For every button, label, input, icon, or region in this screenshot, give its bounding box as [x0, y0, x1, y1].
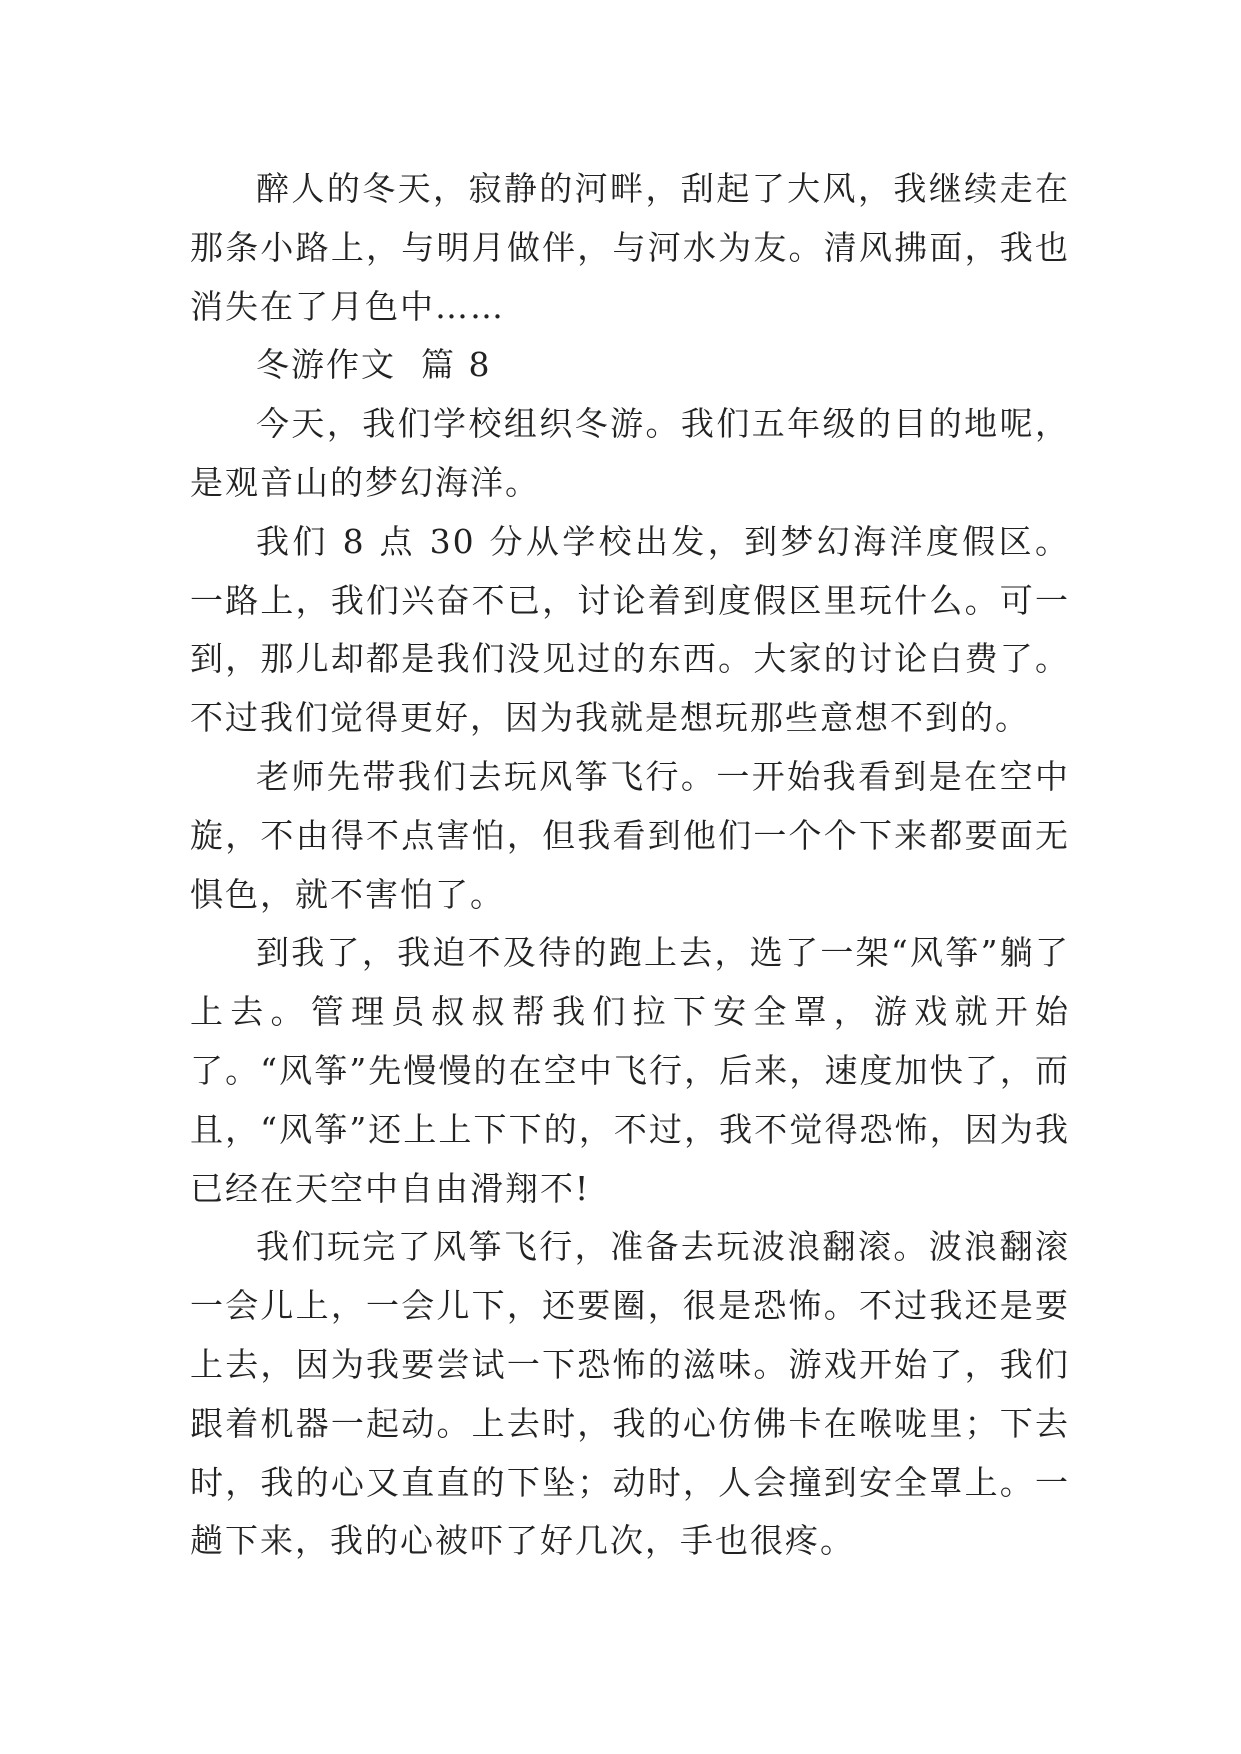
- paragraph: 今天，我们学校组织冬游。我们五年级的目的地呢，是观音山的梦幻海洋。: [190, 404, 1070, 502]
- paragraph: 我们玩完了风筝飞行，准备去玩波浪翻滚。波浪翻滚一会儿上，一会儿下，还要圈，很是恐怖。不过我还是要上去，因为我要尝试一下恐怖的滋味。游戏开始了，我们跟着机器一起动。上去时，我的心仿佛卡在喉咙里；下去时，我的心又直直的下坠；动时，人会撞到安全罩上。一趟下来，我的心被吓了好几次，手也很疼。: [190, 1227, 1070, 1561]
- paragraph: 醉人的冬天，寂静的河畔，刮起了大风，我继续走在那条小路上，与明月做伴，与河水为友。清风拂面，我也消失在了月色中……: [190, 169, 1070, 326]
- paragraph: 到我了，我迫不及待的跑上去，选了一架“风筝”躺了上去。管理员叔叔帮我们拉下安全罩，游戏就开始了。“风筝”先慢慢的在空中飞行，后来，速度加快了，而且，“风筝”还上上下下的，不过，我不觉得恐怖，因为我已经在天空中自由滑翔不!: [190, 933, 1070, 1208]
- paragraph: 老师先带我们去玩风筝飞行。一开始我看到是在空中旋，不由得不点害怕，但我看到他们一个个下来都要面无惧色，就不害怕了。: [190, 756, 1070, 914]
- section-heading: 冬游作文 篇 8: [256, 345, 492, 385]
- document-body: [190, 160, 1070, 1571]
- paragraph: 我们 8 点 30 分从学校出发，到梦幻海洋度假区。一路上，我们兴奋不已，讨论着到度假区里玩什么。可一到，那儿却都是我们没见过的东西。大家的讨论白费了。不过我们觉得更好，因为我就是想玩那些意想不到的。: [190, 521, 1070, 738]
